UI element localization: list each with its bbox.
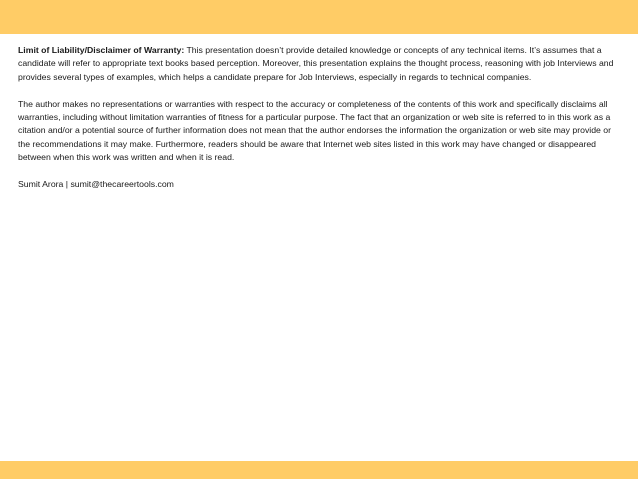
disclaimer-paragraph	[18, 44, 622, 84]
warranty-paragraph: The author makes no representations or warranties with respect to the accuracy or completeness of the contents of this work and specifically disclaims all warranties, including without limitation warranties of fitness for a particular purpose. The fact that an organization or web site is referred to in this work as a citation and/or a potential source of further information does not mean that the author endorses the information the organization or web site may provide or the recommendations it may make. Furthermore, readers should be aware that Internet web sites listed in this work may have changed or disappeared between when this work was written and when it is read.	[18, 98, 612, 163]
author-contact: Sumit Arora | sumit@thecareertools.com	[18, 179, 174, 190]
slide-content	[18, 44, 622, 205]
disclaimer-body: This presentation doesn’t provide detailed knowledge or concepts of any technical items. It’s assumes that a candidate will refer to appropriate text books based perception. Moreover, this presentation explains the thought process, reasoning with job Interviews and provides several types of examples, which helps a candidate prepare for Job Interviews, especially in regards to technical companies.	[18, 45, 614, 82]
disclaimer-heading: Limit of Liability/Disclaimer of Warranty:	[18, 45, 185, 55]
top-accent-bar	[0, 0, 638, 34]
bottom-accent-bar	[0, 461, 638, 479]
